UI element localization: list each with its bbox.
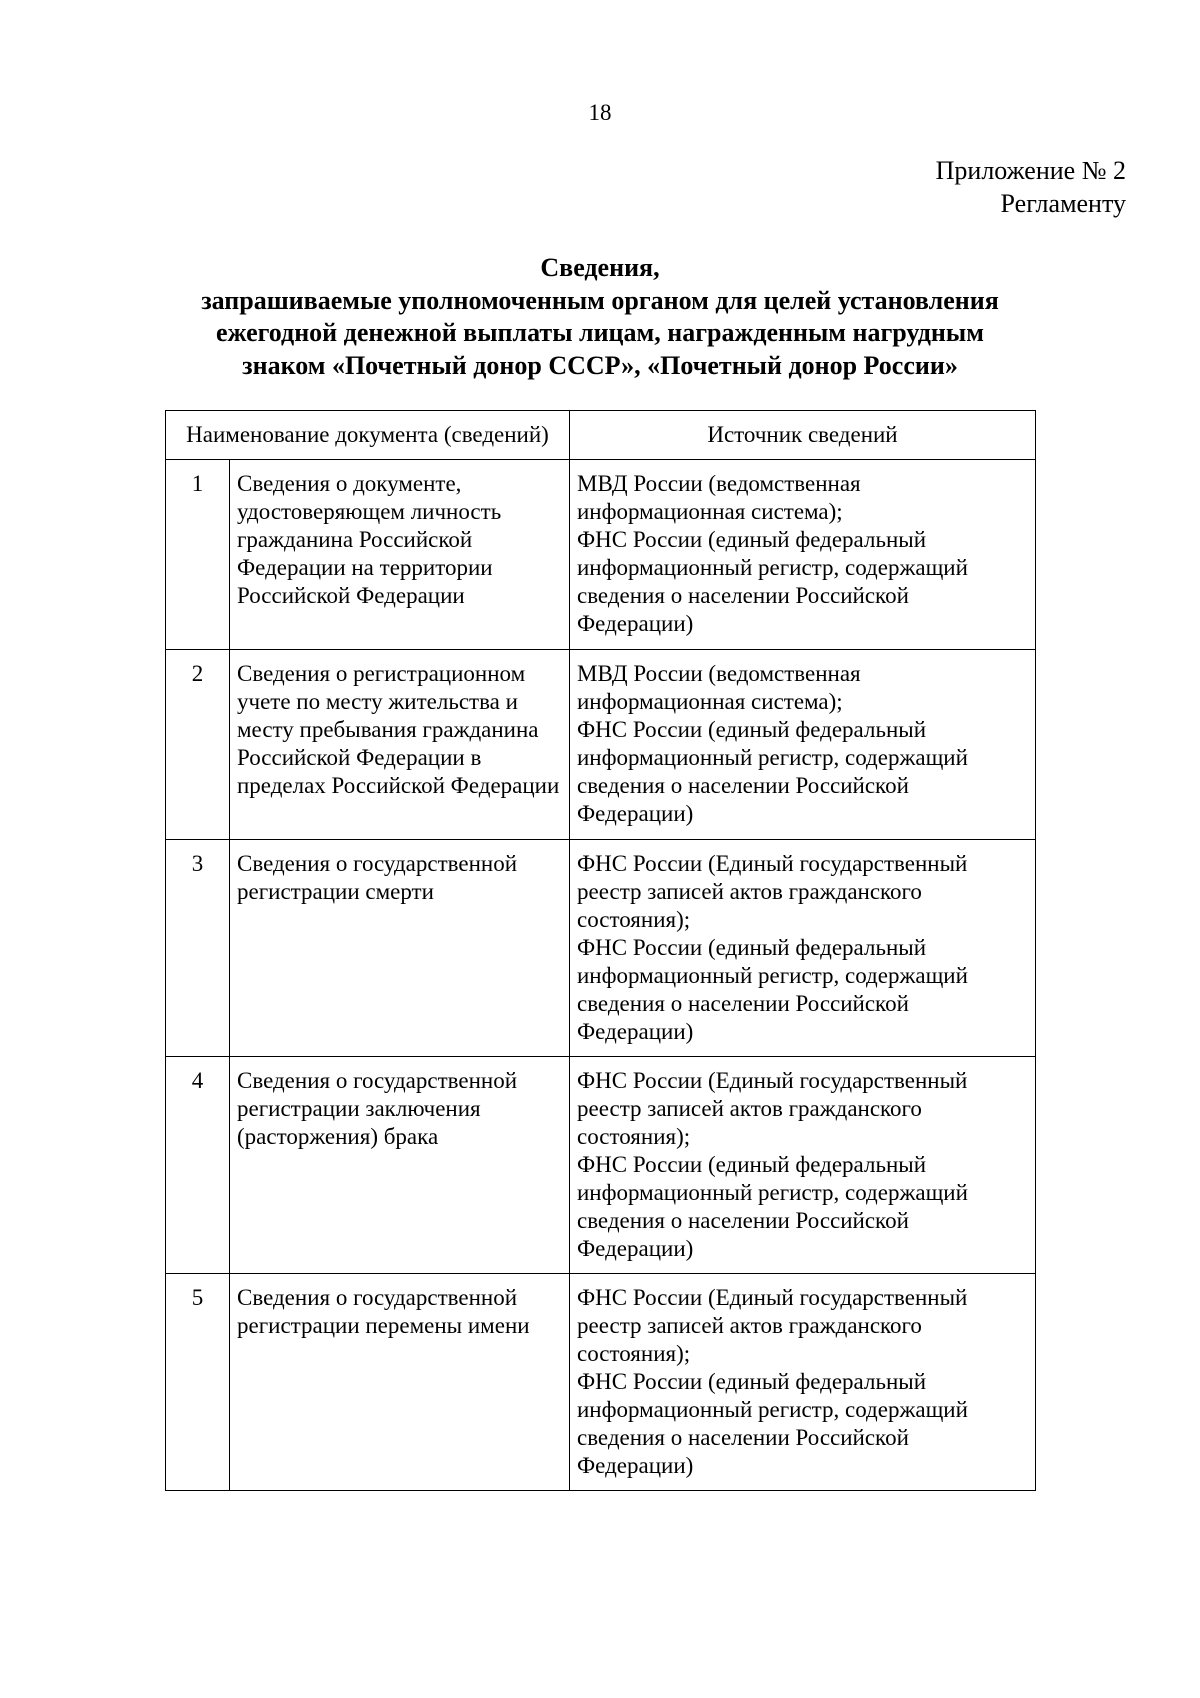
- row-number: 4: [166, 1057, 230, 1274]
- row-number: 3: [166, 840, 230, 1057]
- header-document-name: Наименование документа (сведений): [166, 411, 570, 460]
- table-row: [166, 1274, 1036, 1491]
- header-source: Источник сведений: [570, 411, 1036, 460]
- title-line-1: Сведения,: [540, 253, 660, 282]
- title-line-3: ежегодной денежной выплаты лицам, награжденным нагрудным: [216, 318, 984, 347]
- appendix-line-1: Приложение № 2: [935, 156, 1126, 185]
- title-line-4: знаком «Почетный донор СССР», «Почетный донор России»: [242, 350, 958, 380]
- row-number: 1: [166, 460, 230, 650]
- page-number: 18: [588, 100, 612, 125]
- row-number: 5: [166, 1274, 230, 1491]
- row-document-name: Сведения о регистрационном учете по месту жительства и месту пребывания гражданина Российской Федерации в пределах Российской Федерации: [230, 650, 570, 840]
- row-source: ФНС России (Единый государственный реестр записей актов гражданского состояния); ФНС России (единый федеральный информационный регистр, содержащий сведения о населении Российской Федерации): [570, 840, 1036, 1057]
- row-document-name: Сведения о документе, удостоверяющем личность гражданина Российской Федерации на территории Российской Федерации: [230, 460, 570, 650]
- table-row: [166, 840, 1036, 1057]
- row-number: 2: [166, 650, 230, 840]
- document-title: [160, 252, 1040, 382]
- table-row: [166, 460, 1036, 650]
- row-document-name: Сведения о государственной регистрации перемены имени: [230, 1274, 570, 1491]
- row-source: ФНС России (Единый государственный реестр записей актов гражданского состояния); ФНС России (единый федеральный информационный регистр, содержащий сведения о населении Российской Федерации): [570, 1057, 1036, 1274]
- row-source: МВД России (ведомственная информационная система); ФНС России (единый федеральный информационный регистр, содержащий сведения о населении Российской Федерации): [570, 460, 1036, 650]
- row-source: ФНС России (Единый государственный реестр записей актов гражданского состояния); ФНС России (единый федеральный информационный регистр, содержащий сведения о населении Российской Федерации): [570, 1274, 1036, 1491]
- row-document-name: Сведения о государственной регистрации смерти: [230, 840, 570, 1057]
- table-row: [166, 1057, 1036, 1274]
- appendix-label: [936, 154, 1126, 220]
- row-document-name: Сведения о государственной регистрации заключения (расторжения) брака: [230, 1057, 570, 1274]
- title-line-2: запрашиваемые уполномоченным органом для целей установления: [201, 285, 999, 315]
- row-source: МВД России (ведомственная информационная система); ФНС России (единый федеральный информационный регистр, содержащий сведения о населении Российской Федерации): [570, 650, 1036, 840]
- table-header-row: [166, 411, 1036, 460]
- appendix-line-2: Регламенту: [1000, 189, 1126, 218]
- requested-data-table: [165, 410, 1036, 1491]
- table-row: [166, 650, 1036, 840]
